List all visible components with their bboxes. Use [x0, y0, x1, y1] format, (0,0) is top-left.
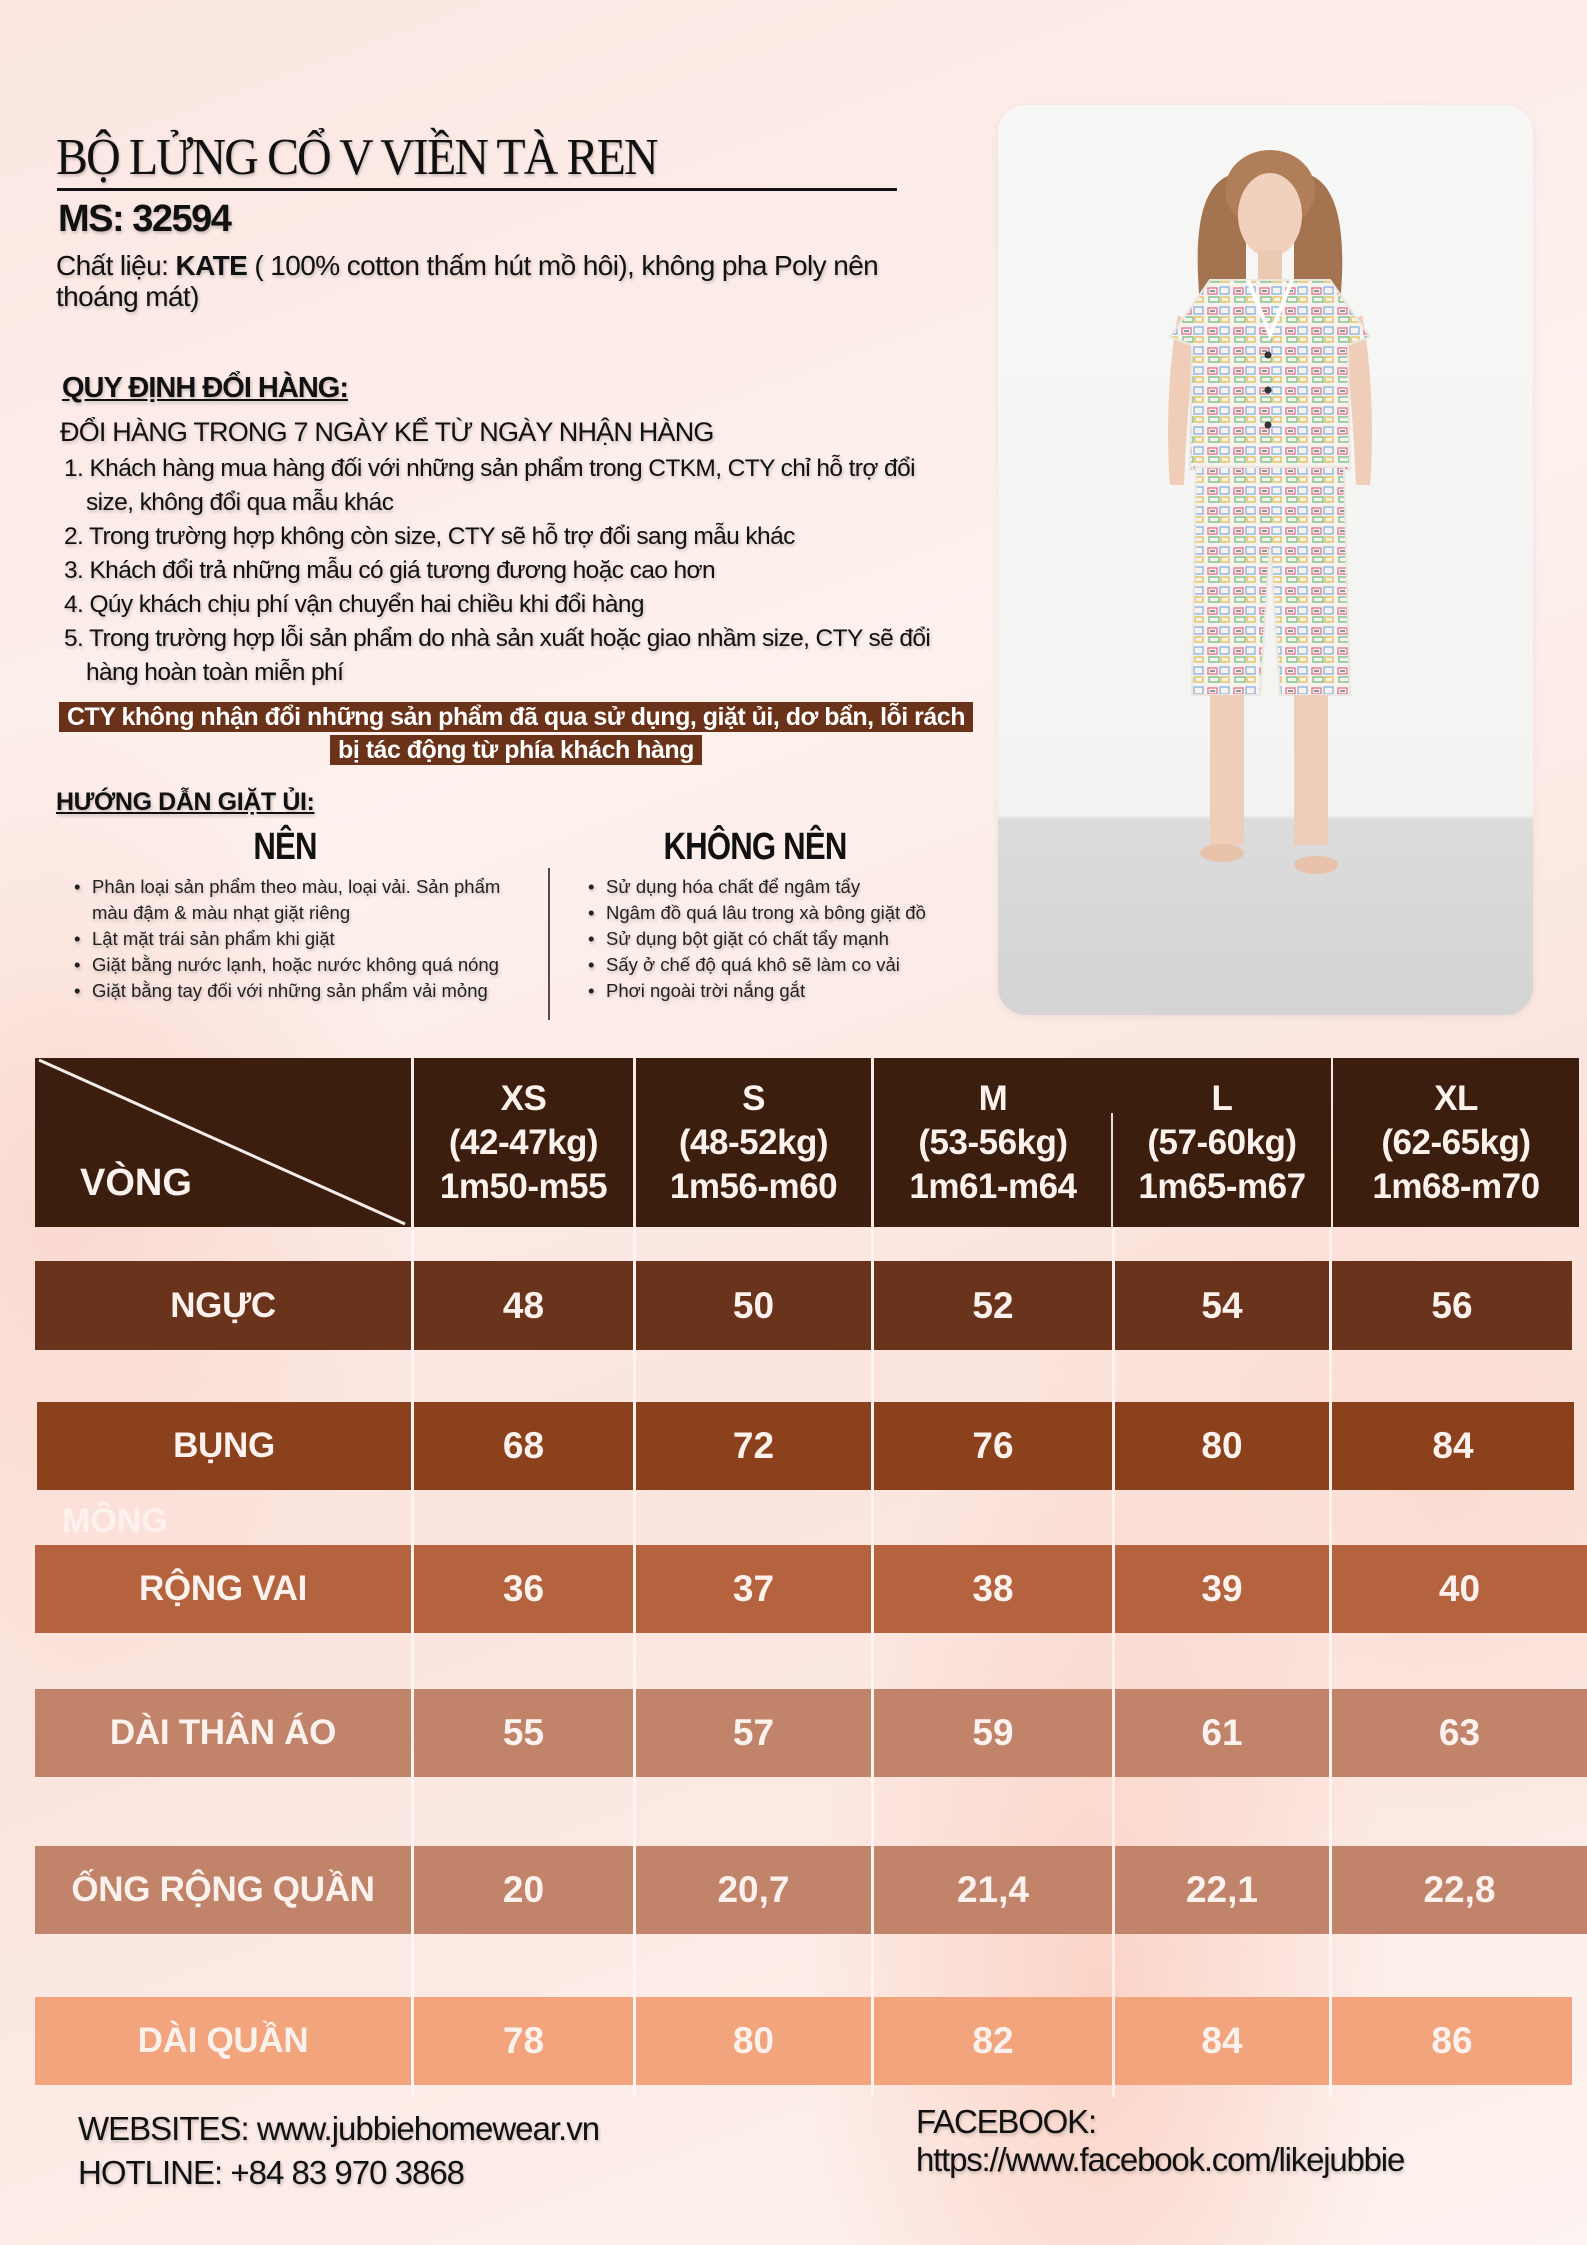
cell-value: 55 — [414, 1689, 633, 1777]
care-do-item: • Phân loại sản phẩm theo màu, loại vải. Sản phẩm màu đậm & màu nhạt giặt riêng — [70, 874, 540, 926]
cell-value: 80 — [1115, 1402, 1329, 1490]
policy-item: 5. Trong trường hợp lỗi sản phẩm do nhà sản xuất hoặc giao nhầm size, CTY sẽ đổi hàng hoàn toàn miễn phí — [64, 625, 931, 686]
care-dont-item: • Sử dụng bột giặt có chất tẩy mạnh — [584, 926, 1004, 952]
policy-notice — [56, 701, 976, 767]
cell-value: 84 — [1332, 1402, 1574, 1490]
product-photo — [998, 105, 1533, 1015]
care-dont-list — [584, 874, 1004, 1004]
cell-value: 50 — [636, 1261, 871, 1350]
size-header-s — [636, 1058, 871, 1227]
size-name: L — [1211, 1078, 1233, 1118]
size-height: 1m61-m64 — [909, 1166, 1077, 1206]
hotline[interactable]: HOTLINE: +84 83 970 3868 — [78, 2154, 465, 2191]
footer-contact — [78, 2107, 599, 2195]
care-dont-item: • Sử dụng hóa chất để ngâm tẩy — [584, 874, 1004, 900]
size-weight: (53-56kg) — [918, 1122, 1068, 1162]
size-name: XL — [1434, 1078, 1478, 1118]
cell-value: 63 — [1332, 1689, 1587, 1777]
size-height: 1m56-m60 — [669, 1166, 838, 1206]
material-description — [56, 250, 956, 312]
size-weight: (57-60kg) — [1147, 1122, 1297, 1162]
cell-value: 59 — [874, 1689, 1112, 1777]
website-link[interactable]: WEBSITES: www.jubbiehomewear.vn — [78, 2110, 600, 2147]
policy-list — [64, 452, 964, 690]
facebook-label: FACEBOOK: — [916, 2103, 1096, 2140]
cell-value: 78 — [414, 1997, 633, 2085]
table-corner-header — [35, 1058, 411, 1227]
care-dont-title: KHÔNG NÊN — [663, 826, 847, 868]
care-heading: HƯỚNG DẪN GIẶT ỦI: — [56, 788, 315, 816]
care-column-divider — [548, 868, 550, 1020]
size-height: 1m68-m70 — [1372, 1166, 1540, 1206]
policy-subheading: ĐỔI HÀNG TRONG 7 NGÀY KỂ TỪ NGÀY NHẬN HÀNG — [60, 417, 714, 447]
cell-value: 20,7 — [636, 1846, 871, 1934]
care-do-item: • Giặt bằng nước lạnh, hoặc nước không quá nóng — [70, 952, 540, 978]
column-guide — [1329, 1227, 1332, 2097]
column-guide — [633, 1227, 636, 2097]
cell-value: 22,1 — [1115, 1846, 1329, 1934]
ghost-label-hip: MÔNG — [62, 1502, 168, 1540]
policy-heading: QUY ĐỊNH ĐỔI HÀNG: — [62, 372, 348, 404]
size-weight: (48-52kg) — [678, 1122, 829, 1162]
cell-value: 54 — [1115, 1261, 1329, 1350]
material-detail: ( 100% cotton thấm hút mồ hôi), không pha Poly nên thoáng mát) — [56, 250, 879, 312]
policy-item: 2. Trong trường hợp không còn size, CTY sẽ hỗ trợ đổi sang mẫu khác — [64, 523, 795, 550]
care-dont-item: • Phơi ngoài trời nắng gắt — [584, 978, 1004, 1004]
product-title: BỘ LỬNG CỔ V VIỀN TÀ REN — [56, 129, 657, 186]
product-code: MS: 32594 — [58, 198, 231, 240]
row-label: DÀI THÂN ÁO — [35, 1689, 411, 1777]
footer-social — [916, 2103, 1404, 2179]
cell-value: 61 — [1115, 1689, 1329, 1777]
care-do-title: NÊN — [253, 826, 317, 868]
size-name: M — [978, 1078, 1008, 1118]
size-height: 1m65-m67 — [1138, 1166, 1306, 1206]
cell-value: 68 — [414, 1402, 633, 1490]
row-label: BỤNG — [37, 1402, 411, 1490]
cell-value: 38 — [874, 1545, 1112, 1633]
column-guide — [871, 1227, 874, 2097]
size-header-xl — [1333, 1058, 1579, 1227]
cell-value: 52 — [874, 1261, 1112, 1350]
cell-value: 84 — [1115, 1997, 1329, 2085]
size-header-l — [1113, 1058, 1331, 1227]
row-label: RỘNG VAI — [35, 1545, 411, 1633]
policy-item: 4. Qúy khách chịu phí vận chuyển hai chiều khi đổi hàng — [64, 591, 644, 618]
cell-value: 86 — [1332, 1997, 1572, 2085]
cell-value: 48 — [414, 1261, 633, 1350]
row-label: DÀI QUẦN — [35, 1997, 411, 2085]
column-guide — [411, 1227, 414, 2097]
cell-value: 36 — [414, 1545, 633, 1633]
care-do-item: • Lật mặt trái sản phẩm khi giặt — [70, 926, 540, 952]
policy-item: 1. Khách hàng mua hàng đối với những sản phẩm trong CTKM, CTY chỉ hỗ trợ đổi size, không đổi qua mẫu khác — [64, 455, 915, 516]
cell-value: 22,8 — [1332, 1846, 1587, 1934]
cell-value: 80 — [636, 1997, 871, 2085]
cell-value: 56 — [1332, 1261, 1572, 1350]
cell-value: 57 — [636, 1689, 871, 1777]
size-name: XS — [500, 1078, 547, 1118]
size-header-m — [874, 1058, 1112, 1227]
corner-label: VÒNG — [80, 1162, 192, 1204]
care-do-list — [70, 874, 540, 1004]
care-do-item: • Giặt bằng tay đối với những sản phẩm vải mỏng — [70, 978, 540, 1004]
cell-value: 39 — [1115, 1545, 1329, 1633]
row-label: NGỰC — [35, 1261, 411, 1350]
cell-value: 72 — [636, 1402, 871, 1490]
size-name: S — [742, 1078, 765, 1118]
policy-item: 3. Khách đổi trả những mẫu có giá tương đương hoặc cao hơn — [64, 557, 716, 584]
title-divider — [57, 188, 897, 191]
size-header-xs — [414, 1058, 633, 1227]
cell-value: 20 — [414, 1846, 633, 1934]
care-dont-item: • Sấy ở chế độ quá khô sẽ làm co vải — [584, 952, 1004, 978]
cell-value: 37 — [636, 1545, 871, 1633]
size-weight: (42-47kg) — [448, 1122, 599, 1162]
material-name: KATE — [175, 250, 248, 281]
row-label: ỐNG RỘNG QUẦN — [35, 1846, 411, 1934]
model-illustration — [998, 105, 1533, 1015]
size-weight: (62-65kg) — [1381, 1122, 1531, 1162]
policy-notice-text: CTY không nhận đổi những sản phẩm đã qua sử dụng, giặt ủi, dơ bẩn, lỗi rách bị tác động từ phía khách hàng — [59, 702, 973, 765]
care-dont-item: • Ngâm đồ quá lâu trong xà bông giặt đồ — [584, 900, 1004, 926]
facebook-link[interactable]: https://www.facebook.com/likejubbie — [916, 2141, 1405, 2178]
column-guide — [1112, 1227, 1115, 2097]
cell-value: 40 — [1332, 1545, 1587, 1633]
material-label: Chất liệu: — [56, 250, 176, 281]
cell-value: 21,4 — [874, 1846, 1112, 1934]
cell-value: 82 — [874, 1997, 1112, 2085]
cell-value: 76 — [874, 1402, 1112, 1490]
size-height: 1m50-m55 — [439, 1166, 608, 1206]
